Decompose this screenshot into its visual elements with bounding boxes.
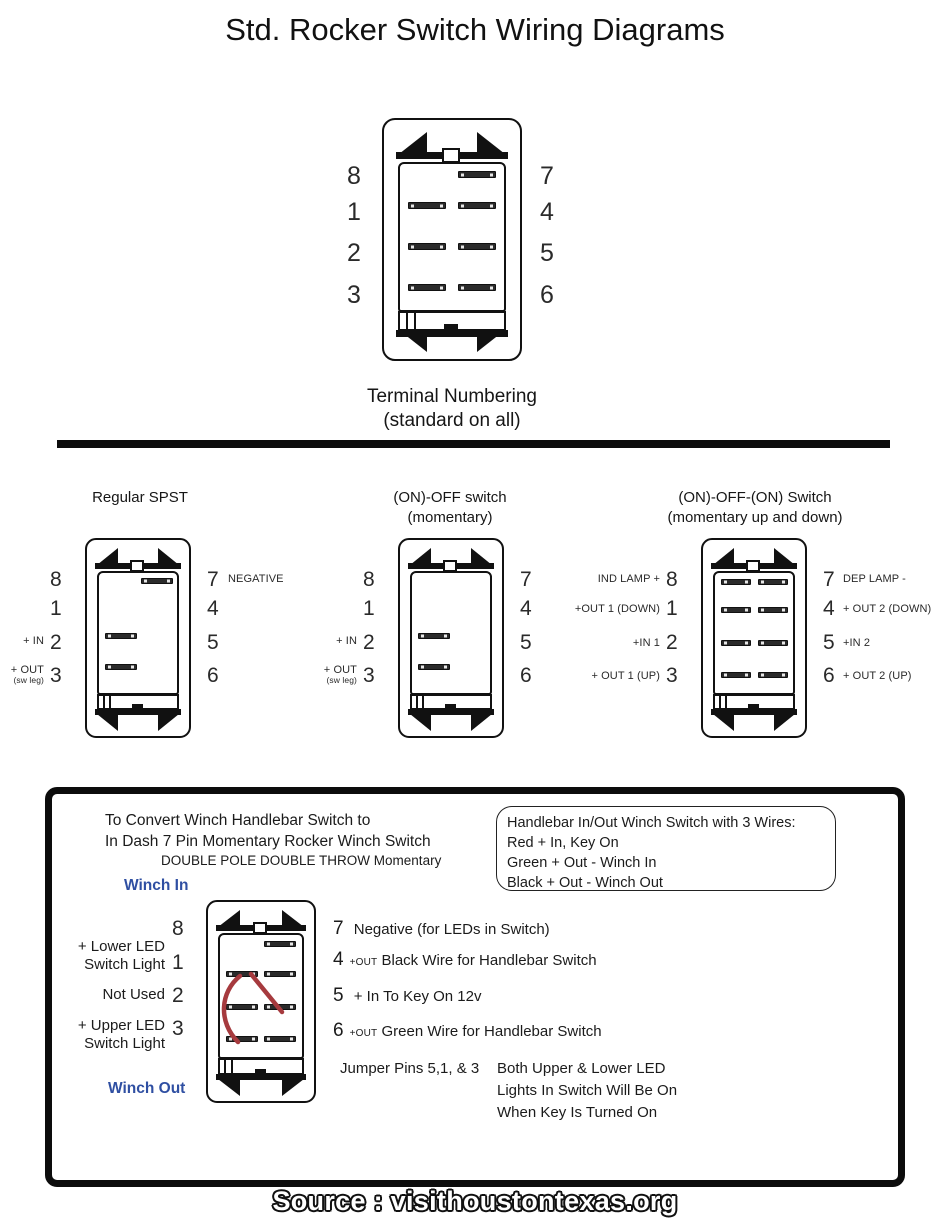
switch-wing-top-right — [477, 132, 505, 154]
onoffon-left-label-3: + OUT 1 (UP) — [591, 670, 660, 682]
panel-heading-line-2: In Dash 7 Pin Momentary Rocker Winch Switch — [105, 833, 431, 850]
switch-terminal-2 — [408, 243, 446, 250]
main-pin-left-1: 1 — [347, 198, 361, 226]
onoff-left-label-3: + OUT — [323, 664, 357, 676]
onoffon-right-label-2: +IN 2 — [843, 637, 871, 649]
panel-heading-line-1: To Convert Winch Handlebar Switch to — [105, 812, 371, 829]
diagram-title-line1: (ON)-OFF switch — [393, 489, 507, 506]
switch-terminal-2 — [418, 633, 450, 639]
diagram-title-line1: (ON)-OFF-(ON) Switch — [678, 489, 832, 506]
panel-heading-line-3: DOUBLE POLE DOUBLE THROW Momentary — [161, 853, 442, 868]
onoffon-left-label-0: IND LAMP + — [597, 573, 660, 585]
winch-pin-left-3: 3 — [172, 1017, 184, 1040]
main-pin-left-3: 3 — [347, 281, 361, 309]
spst-pin-left-3: 3 — [50, 664, 62, 687]
onoff-left-label-2: + IN — [336, 635, 357, 647]
winch-right-text-1: Black Wire for Handlebar Switch — [381, 952, 597, 969]
onoffon-right-label-3: + OUT 2 (UP) — [843, 670, 912, 682]
jumper-pins-note: Jumper Pins 5,1, & 3 — [340, 1060, 480, 1077]
switch-terminal-7 — [141, 578, 173, 584]
callout-line-2: Red + In, Key On — [507, 834, 619, 851]
main-pin-left-0: 8 — [347, 162, 361, 190]
caption-line-2: (standard on all) — [383, 409, 521, 431]
winch-right-sub-1: +OUT — [349, 957, 378, 968]
onoff-pin-left-3: 3 — [363, 664, 375, 687]
terminal-numbering-switch-graphic — [382, 118, 522, 361]
regular-spst-switch-graphic — [85, 538, 191, 738]
switch-wing-bottom-left — [97, 714, 118, 731]
onoffon-left-label-2: +IN 1 — [632, 637, 660, 649]
winch-left-label-3-line2: Switch Light — [84, 1035, 165, 1052]
onoff-pin-left-0: 8 — [363, 568, 375, 591]
switch-terminal-1 — [721, 607, 751, 613]
spst-left-label-2: + IN — [23, 635, 44, 647]
winch-right-text-0: Negative (for LEDs in Switch) — [353, 921, 550, 938]
diagram-title-on-off-on — [640, 488, 870, 527]
onoffon-pin-right-1: 4 — [823, 597, 835, 620]
onoffon-pin-left-3: 3 — [666, 664, 678, 687]
diagram-title-line2: (momentary) — [407, 508, 493, 526]
onoff-pin-left-2: 2 — [363, 631, 375, 654]
callout-line-4: Black + Out - Winch Out — [507, 874, 663, 891]
on-off-momentary-switch-graphic — [398, 538, 504, 738]
source-watermark: Source : visithoustontexas.org — [272, 1186, 678, 1216]
section-divider — [57, 440, 890, 448]
spst-pin-left-0: 8 — [50, 568, 62, 591]
winch-left-label-3-line1: + Upper LED — [77, 1017, 165, 1034]
spst-right-label-0: NEGATIVE — [228, 573, 284, 585]
switch-wing-bottom-right — [477, 330, 505, 352]
diagram-title-on-off-momentary — [355, 488, 545, 527]
switch-wing-bottom-left — [713, 714, 734, 731]
switch-base-slot — [406, 311, 416, 331]
terminal-numbering-caption — [332, 385, 572, 433]
switch-base-slot — [719, 694, 727, 710]
spst-pin-left-2: 2 — [50, 631, 62, 654]
winch-right-row-3 — [333, 1020, 602, 1042]
switch-wing-bottom-left — [218, 1079, 240, 1096]
handlebar-wires-callout — [496, 806, 836, 891]
jumper-result-line-1: Both Upper & Lower LED — [497, 1060, 666, 1077]
onoff-pin-right-0: 7 — [520, 568, 532, 591]
switch-terminal-7 — [758, 579, 788, 585]
onoffon-pin-right-2: 5 — [823, 631, 835, 654]
winch-out-label: Winch Out — [108, 1080, 186, 1097]
winch-right-pin-1: 4 — [333, 949, 344, 970]
winch-right-sub-3: +OUT — [349, 1028, 378, 1039]
switch-base-slot — [103, 694, 111, 710]
onoffon-pin-left-1: 1 — [666, 597, 678, 620]
switch-terminal-1 — [408, 202, 446, 209]
switch-terminal-5 — [458, 243, 496, 250]
onoffon-left-label-1: +OUT 1 (DOWN) — [574, 603, 660, 615]
winch-left-label-1-line2: Switch Light — [84, 956, 165, 973]
spst-left-label-3: + OUT — [10, 664, 44, 676]
winch-right-text-2: + In To Key On 12v — [353, 988, 482, 1005]
switch-wing-bottom-right — [471, 714, 492, 731]
winch-left-label-2-line1: Not Used — [102, 986, 165, 1003]
diagram-title-line1: Regular SPST — [92, 489, 188, 506]
switch-wing-top-left — [399, 132, 427, 154]
winch-pin-left-0: 8 — [172, 917, 184, 940]
jumper-result-line-3: When Key Is Turned On — [497, 1104, 658, 1121]
switch-terminal-3 — [105, 664, 137, 670]
switch-base-slot — [416, 694, 424, 710]
spst-pin-right-1: 4 — [207, 597, 219, 620]
switch-wing-bottom-left — [410, 714, 431, 731]
onoffon-right-label-0: DEP LAMP - — [843, 573, 906, 585]
switch-wing-bottom-right — [158, 714, 179, 731]
callout-line-1: Handlebar In/Out Winch Switch with 3 Wires: — [507, 815, 796, 831]
winch-right-row-2 — [333, 985, 481, 1007]
switch-terminal-3 — [418, 664, 450, 670]
switch-wing-bottom-right — [282, 1079, 304, 1096]
onoff-pin-left-1: 1 — [363, 597, 375, 620]
winch-in-label: Winch In — [124, 877, 189, 894]
page-title: Std. Rocker Switch Wiring Diagrams — [225, 12, 725, 47]
winch-left-label-1-line1: + Lower LED — [77, 938, 165, 955]
winch-pin-left-1: 1 — [172, 951, 184, 974]
onoffon-pin-right-3: 6 — [823, 664, 835, 687]
main-pin-right-1: 4 — [540, 198, 554, 226]
spst-pin-right-2: 5 — [207, 631, 219, 654]
switch-terminal-3 — [721, 672, 751, 678]
winch-left-label-3 — [35, 1017, 165, 1053]
switch-terminal-6 — [458, 284, 496, 291]
switch-terminal-4 — [758, 607, 788, 613]
onoffon-right-label-1: + OUT 2 (DOWN) — [843, 603, 932, 615]
onoff-pin-right-1: 4 — [520, 597, 532, 620]
switch-terminal-3 — [408, 284, 446, 291]
spst-left-sublabel-3: (sw leg) — [13, 675, 44, 685]
switch-wing-bottom-left — [399, 330, 427, 352]
winch-right-pin-3: 6 — [333, 1020, 344, 1041]
main-pin-right-3: 6 — [540, 281, 554, 309]
on-off-on-switch-graphic — [701, 538, 807, 738]
onoffon-pin-left-0: 8 — [666, 568, 678, 591]
onoffon-pin-right-0: 7 — [823, 568, 835, 591]
switch-wing-bottom-right — [774, 714, 795, 731]
onoffon-pin-left-2: 2 — [666, 631, 678, 654]
onoff-pin-right-3: 6 — [520, 664, 532, 687]
switch-nub-top — [442, 148, 460, 163]
onoff-pin-right-2: 5 — [520, 631, 532, 654]
spst-pin-right-0: 7 — [207, 568, 219, 591]
winch-right-text-3: Green Wire for Handlebar Switch — [381, 1023, 602, 1040]
callout-line-3: Green + Out - Winch In — [507, 854, 657, 871]
winch-right-row-0 — [333, 918, 550, 940]
winch-right-pin-0: 7 — [333, 918, 344, 939]
main-pin-right-2: 5 — [540, 239, 554, 267]
winch-right-pin-2: 5 — [333, 985, 344, 1006]
switch-terminal-7 — [458, 171, 496, 178]
switch-terminal-5 — [758, 640, 788, 646]
switch-base-slot — [224, 1058, 233, 1075]
switch-terminal-6 — [758, 672, 788, 678]
winch-left-label-1 — [35, 938, 165, 974]
diagram-title-line2: (momentary up and down) — [667, 508, 843, 526]
main-pin-right-0: 7 — [540, 162, 554, 190]
winch-pin-left-2: 2 — [172, 984, 184, 1007]
switch-terminal-2 — [105, 633, 137, 639]
jumper-result-line-2: Lights In Switch Will Be On — [497, 1082, 678, 1099]
switch-terminal-2 — [721, 640, 751, 646]
main-pin-left-2: 2 — [347, 239, 361, 267]
spst-pin-left-1: 1 — [50, 597, 62, 620]
caption-line-1: Terminal Numbering — [366, 386, 537, 407]
winch-left-label-2 — [35, 986, 165, 1004]
spst-pin-right-3: 6 — [207, 664, 219, 687]
switch-terminal-4 — [458, 202, 496, 209]
switch-terminal-8 — [721, 579, 751, 585]
diagram-title-regular-spst — [50, 488, 230, 508]
winch-rocker-switch-graphic — [206, 900, 316, 1103]
onoff-left-sublabel-3: (sw leg) — [326, 675, 357, 685]
winch-right-row-1 — [333, 949, 597, 971]
